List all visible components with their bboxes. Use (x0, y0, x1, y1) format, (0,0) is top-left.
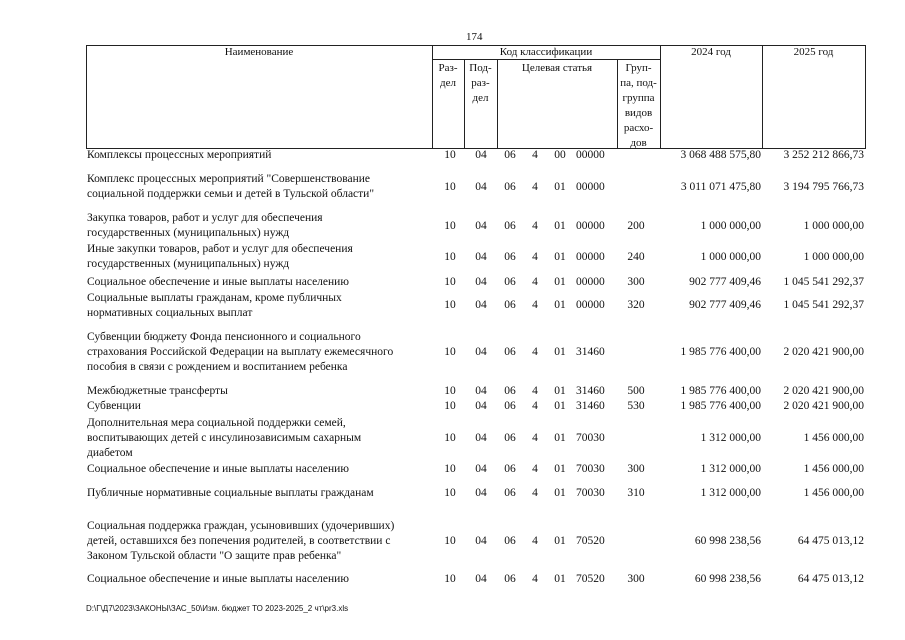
podrazdel-cell: 04 (475, 346, 487, 358)
amount-2025-cell: 2 020 421 900,00 (783, 400, 864, 412)
header-classification: Код классификации (499, 46, 593, 58)
target-program-cell: 06 (504, 400, 516, 412)
row-name: Межбюджетные трансферты (87, 385, 228, 397)
header-year-2025: 2025 год (793, 46, 834, 58)
podrazdel-cell: 04 (475, 487, 487, 499)
target-type-cell: 4 (532, 346, 538, 358)
target-complex-cell: 01 (554, 432, 566, 444)
amount-2025-cell: 2 020 421 900,00 (783, 346, 864, 358)
target-type-cell: 4 (532, 299, 538, 311)
target-type-cell: 4 (532, 573, 538, 585)
row-name: Комплекс процессных мероприятий "Совершенствование социальной поддержки семьи и детей в Тульской области" (87, 173, 375, 200)
amount-2025-cell: 2 020 421 900,00 (783, 385, 864, 397)
expense-group-cell: 200 (627, 220, 645, 232)
amount-2025-cell: 1 000 000,00 (803, 220, 864, 232)
amount-2025-cell: 1 045 541 292,37 (783, 276, 864, 288)
target-direction-cell: 70030 (576, 432, 605, 444)
target-program-cell: 06 (504, 573, 516, 585)
amount-2024-cell: 1 312 000,00 (700, 487, 761, 499)
target-program-cell: 06 (504, 220, 516, 232)
target-type-cell: 4 (532, 535, 538, 547)
amount-2024-cell: 60 998 238,56 (694, 535, 761, 547)
target-program-cell: 06 (504, 251, 516, 263)
podrazdel-cell: 04 (475, 463, 487, 475)
header-year-2024: 2024 год (691, 46, 731, 58)
razdel-cell: 10 (444, 276, 456, 288)
target-program-cell: 06 (504, 385, 516, 397)
razdel-cell: 10 (444, 487, 456, 499)
expense-group-cell: 300 (627, 463, 645, 475)
expense-group-cell: 320 (627, 299, 645, 311)
header-podrazdel: Под- раз- дел (469, 62, 492, 104)
target-complex-cell: 01 (554, 181, 566, 193)
razdel-cell: 10 (444, 251, 456, 263)
razdel-cell: 10 (444, 149, 456, 161)
razdel-cell: 10 (444, 299, 456, 311)
amount-2025-cell: 64 475 013,12 (797, 535, 864, 547)
podrazdel-cell: 04 (475, 220, 487, 232)
target-complex-cell: 01 (554, 400, 566, 412)
target-direction-cell: 00000 (576, 149, 605, 161)
podrazdel-cell: 04 (475, 535, 487, 547)
target-program-cell: 06 (504, 487, 516, 499)
row-name: Социальная поддержка граждан, усыновивших (удочеривших) детей, оставшихся без попечения родителей, в соответствии с Законом Тульской области "О защите прав ребенка" (87, 520, 395, 562)
target-direction-cell: 00000 (576, 299, 605, 311)
target-type-cell: 4 (532, 149, 538, 161)
razdel-cell: 10 (444, 400, 456, 412)
podrazdel-cell: 04 (475, 181, 487, 193)
target-type-cell: 4 (532, 276, 538, 288)
podrazdel-cell: 04 (475, 385, 487, 397)
target-program-cell: 06 (504, 299, 516, 311)
razdel-cell: 10 (444, 432, 456, 444)
podrazdel-cell: 04 (475, 149, 487, 161)
amount-2024-cell: 1 000 000,00 (700, 220, 761, 232)
row-name: Субвенции бюджету Фонда пенсионного и социального страхования Российской Федерации на выплату ежемесячного пособия в связи с рождением и воспитанием ребенка (87, 331, 394, 373)
expense-group-cell: 300 (627, 573, 645, 585)
target-direction-cell: 31460 (576, 400, 605, 412)
amount-2025-cell: 1 456 000,00 (803, 487, 864, 499)
target-type-cell: 4 (532, 385, 538, 397)
target-complex-cell: 01 (554, 573, 566, 585)
podrazdel-cell: 04 (475, 299, 487, 311)
row-name: Комплексы процессных мероприятий (87, 149, 272, 161)
target-type-cell: 4 (532, 181, 538, 193)
target-program-cell: 06 (504, 463, 516, 475)
target-complex-cell: 01 (554, 220, 566, 232)
razdel-cell: 10 (444, 463, 456, 475)
target-complex-cell: 01 (554, 385, 566, 397)
row-name: Закупка товаров, работ и услуг для обеспечения государственных (муниципальных) нужд (87, 212, 323, 239)
expense-group-cell: 500 (627, 385, 645, 397)
target-type-cell: 4 (532, 220, 538, 232)
expense-group-cell: 530 (627, 400, 645, 412)
razdel-cell: 10 (444, 181, 456, 193)
row-name: Социальное обеспечение и иные выплаты населению (87, 463, 349, 475)
target-program-cell: 06 (504, 346, 516, 358)
amount-2025-cell: 1 456 000,00 (803, 432, 864, 444)
target-complex-cell: 01 (554, 535, 566, 547)
target-complex-cell: 01 (554, 276, 566, 288)
header-razdel: Раз- дел (438, 62, 458, 89)
target-direction-cell: 31460 (576, 346, 605, 358)
target-direction-cell: 70520 (576, 535, 605, 547)
amount-2025-cell: 1 045 541 292,37 (783, 299, 864, 311)
target-complex-cell: 00 (554, 149, 566, 161)
razdel-cell: 10 (444, 573, 456, 585)
target-program-cell: 06 (504, 432, 516, 444)
row-name: Социальное обеспечение и иные выплаты населению (87, 276, 349, 288)
header-name: Наименование (224, 46, 294, 58)
amount-2024-cell: 60 998 238,56 (694, 573, 761, 585)
target-direction-cell: 00000 (576, 181, 605, 193)
amount-2024-cell: 1 985 776 400,00 (680, 346, 761, 358)
amount-2024-cell: 902 777 409,46 (689, 299, 761, 311)
podrazdel-cell: 04 (475, 251, 487, 263)
target-complex-cell: 01 (554, 251, 566, 263)
row-name: Публичные нормативные социальные выплаты гражданам (87, 487, 374, 499)
podrazdel-cell: 04 (475, 432, 487, 444)
header-group: Груп- па, под- группа видов расхо- дов (620, 62, 657, 149)
target-type-cell: 4 (532, 463, 538, 475)
target-complex-cell: 01 (554, 346, 566, 358)
amount-2025-cell: 1 000 000,00 (803, 251, 864, 263)
podrazdel-cell: 04 (475, 573, 487, 585)
target-complex-cell: 01 (554, 299, 566, 311)
amount-2024-cell: 1 985 776 400,00 (680, 400, 761, 412)
target-complex-cell: 01 (554, 487, 566, 499)
row-name: Социальные выплаты гражданам, кроме публичных нормативных социальных выплат (87, 292, 342, 319)
amount-2025-cell: 3 252 212 866,73 (783, 149, 864, 161)
row-name: Социальное обеспечение и иные выплаты населению (87, 573, 349, 585)
amount-2025-cell: 64 475 013,12 (797, 573, 864, 585)
row-name: Дополнительная мера социальной поддержки семей, воспитывающих детей с инсулинозависимым сахарным диабетом (87, 417, 362, 459)
target-program-cell: 06 (504, 276, 516, 288)
row-name: Иные закупки товаров, работ и услуг для обеспечения государственных (муниципальных) нужд (87, 243, 353, 270)
target-direction-cell: 00000 (576, 276, 605, 288)
razdel-cell: 10 (444, 385, 456, 397)
amount-2024-cell: 1 000 000,00 (700, 251, 761, 263)
page-number: 174 (466, 31, 483, 43)
amount-2024-cell: 1 312 000,00 (700, 432, 761, 444)
expense-group-cell: 310 (627, 487, 645, 499)
header-target: Целевая статья (521, 62, 593, 74)
target-direction-cell: 00000 (576, 220, 605, 232)
podrazdel-cell: 04 (475, 400, 487, 412)
target-type-cell: 4 (532, 251, 538, 263)
amount-2024-cell: 1 312 000,00 (700, 463, 761, 475)
razdel-cell: 10 (444, 346, 456, 358)
amount-2024-cell: 3 068 488 575,80 (680, 149, 761, 161)
target-program-cell: 06 (504, 181, 516, 193)
amount-2024-cell: 1 985 776 400,00 (680, 385, 761, 397)
amount-2025-cell: 3 194 795 766,73 (783, 181, 864, 193)
razdel-cell: 10 (444, 535, 456, 547)
row-name: Субвенции (87, 400, 141, 412)
file-path-footer: D:\Г\Д7\2023\ЗАКОНЫ\ЗАС_50\Изм. бюджет ТО 2023-2025_2 чт\pr3.xls (86, 604, 349, 613)
expense-group-cell: 300 (627, 276, 645, 288)
target-direction-cell: 31460 (576, 385, 605, 397)
amount-2024-cell: 3 011 071 475,80 (680, 181, 761, 193)
target-direction-cell: 00000 (576, 251, 605, 263)
target-program-cell: 06 (504, 149, 516, 161)
expense-group-cell: 240 (627, 251, 645, 263)
amount-2024-cell: 902 777 409,46 (689, 276, 761, 288)
target-type-cell: 4 (532, 432, 538, 444)
podrazdel-cell: 04 (475, 276, 487, 288)
target-type-cell: 4 (532, 487, 538, 499)
target-program-cell: 06 (504, 535, 516, 547)
target-type-cell: 4 (532, 400, 538, 412)
amount-2025-cell: 1 456 000,00 (803, 463, 864, 475)
target-complex-cell: 01 (554, 463, 566, 475)
target-direction-cell: 70030 (576, 487, 605, 499)
target-direction-cell: 70030 (576, 463, 605, 475)
razdel-cell: 10 (444, 220, 456, 232)
target-direction-cell: 70520 (576, 573, 605, 585)
